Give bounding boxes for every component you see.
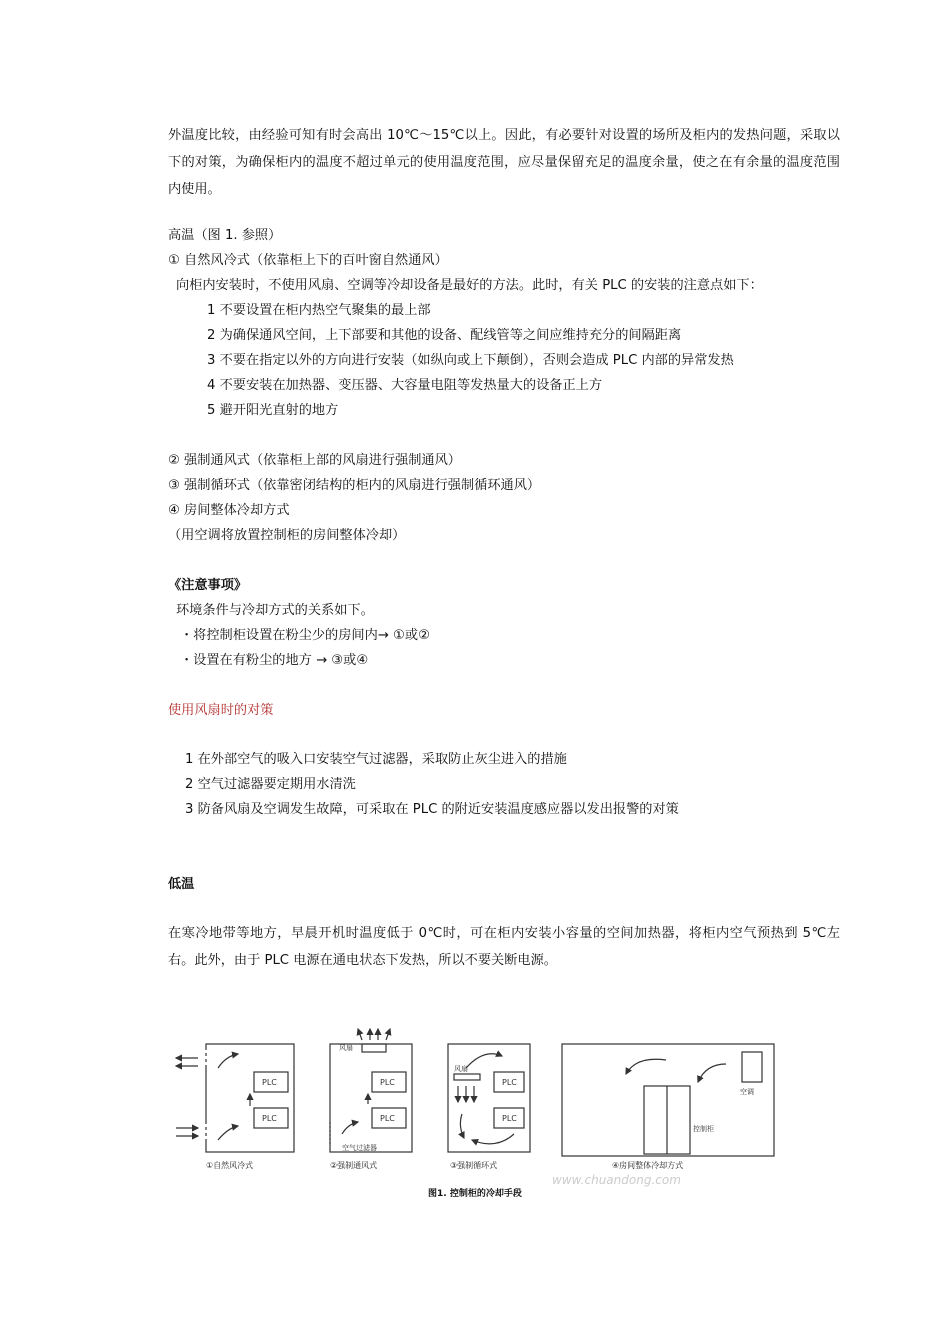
list-item: 2 为确保通风空间，上下部要和其他的设备、配线管等之间应维持充分的间隔距离 bbox=[207, 328, 682, 343]
low-temp-heading: 低温 bbox=[168, 877, 195, 892]
cabinet-label: 控制柜 bbox=[693, 1125, 714, 1133]
method-1-description: 向柜内安装时，不使用风扇、空调等冷却设备是最好的方法。此时，有关 PLC 的安装的注意点如下： bbox=[176, 278, 763, 293]
list-item: 2 空气过滤器要定期用水清洗 bbox=[185, 777, 356, 792]
list-item: 4 不要安装在加热器、变压器、大容量电阻等发热量大的设备正上方 bbox=[207, 378, 603, 393]
plc-label: PLC bbox=[262, 1078, 277, 1087]
fan-icon bbox=[454, 1074, 480, 1080]
method-1-title: ① 自然风冷式（依靠柜上下的百叶窗自然通风） bbox=[168, 253, 448, 268]
notes-intro: 环境条件与冷却方式的关系如下。 bbox=[176, 603, 374, 618]
list-item: 1 在外部空气的吸入口安装空气过滤器，采取防止灰尘进入的措施 bbox=[185, 752, 567, 767]
method-3-title: ③ 强制循环式（依靠密闭结构的柜内的风扇进行强制循环通风） bbox=[168, 478, 541, 493]
method-4-title: ④ 房间整体冷却方式 bbox=[168, 503, 290, 518]
fan-label: 风扇 bbox=[454, 1065, 468, 1073]
watermark: www.chuandong.com bbox=[552, 1173, 681, 1187]
arrow bbox=[386, 1029, 390, 1040]
fan-icon bbox=[362, 1044, 386, 1052]
low-temp-paragraph: 在寒冷地带等地方，早晨开机时温度低于 0℃时，可在柜内安装小容量的空间加热器，将柜内空气预热到 5℃左右。此外，由于 PLC 电源在通电状态下发热，所以不要关断电源。 bbox=[168, 926, 840, 968]
intro-paragraph: 外温度比较，由经验可知有时会高出 10℃～15℃以上。因此，有必要针对设置的场所及柜内的发热问题，采取以下的对策，为确保柜内的温度不超过单元的使用温度范围，应尽量保留充足的温度余量，使之在有余量的温度范围内使用。 bbox=[168, 128, 840, 197]
figure-caption: ①自然风冷式 bbox=[206, 1161, 254, 1170]
filter-label: 空气过滤器 bbox=[342, 1144, 377, 1152]
ac-label: 空调 bbox=[740, 1088, 754, 1096]
cabinet-3 bbox=[448, 1044, 530, 1152]
method-4-description: （用空调将放置控制柜的房间整体冷却） bbox=[168, 528, 406, 543]
plc-label: PLC bbox=[502, 1114, 517, 1123]
figure-caption: ④房间整体冷却方式 bbox=[612, 1161, 684, 1170]
cooling-methods-figure bbox=[166, 1028, 786, 1206]
plc-label: PLC bbox=[262, 1114, 277, 1123]
list-item: ・设置在有粉尘的地方 → ③或④ bbox=[180, 653, 369, 668]
list-item: 1 不要设置在柜内热空气聚集的最上部 bbox=[207, 303, 431, 318]
list-item: 3 防备风扇及空调发生故障，可采取在 PLC 的附近安装温度感应器以发出报警的对策 bbox=[185, 802, 679, 817]
plc-label: PLC bbox=[502, 1078, 517, 1087]
air-conditioner bbox=[742, 1052, 762, 1082]
notes-heading: 《注意事项》 bbox=[168, 578, 248, 593]
list-item: 3 不要在指定以外的方向进行安装（如纵向或上下颠倒），否则会造成 PLC 内部的异常发热 bbox=[207, 353, 734, 368]
plc-label: PLC bbox=[380, 1078, 395, 1087]
figure-title: 图1. 控制柜的冷却手段 bbox=[428, 1189, 522, 1199]
cabinet-2 bbox=[330, 1044, 412, 1152]
list-item: ・将控制柜设置在粉尘少的房间内→ ①或② bbox=[180, 628, 430, 643]
high-temp-heading: 高温（图 1. 参照） bbox=[168, 228, 282, 243]
arrow bbox=[358, 1029, 362, 1040]
method-2-title: ② 强制通风式（依靠柜上部的风扇进行强制通风） bbox=[168, 453, 461, 468]
list-item: 5 避开阳光直射的地方 bbox=[207, 403, 339, 418]
plc-label: PLC bbox=[380, 1114, 395, 1123]
figure-caption: ②强制通风式 bbox=[330, 1161, 378, 1170]
fan-label: 风扇 bbox=[339, 1044, 353, 1052]
figure-caption: ③强制循环式 bbox=[450, 1161, 498, 1170]
fan-heading: 使用风扇时的对策 bbox=[168, 703, 274, 718]
